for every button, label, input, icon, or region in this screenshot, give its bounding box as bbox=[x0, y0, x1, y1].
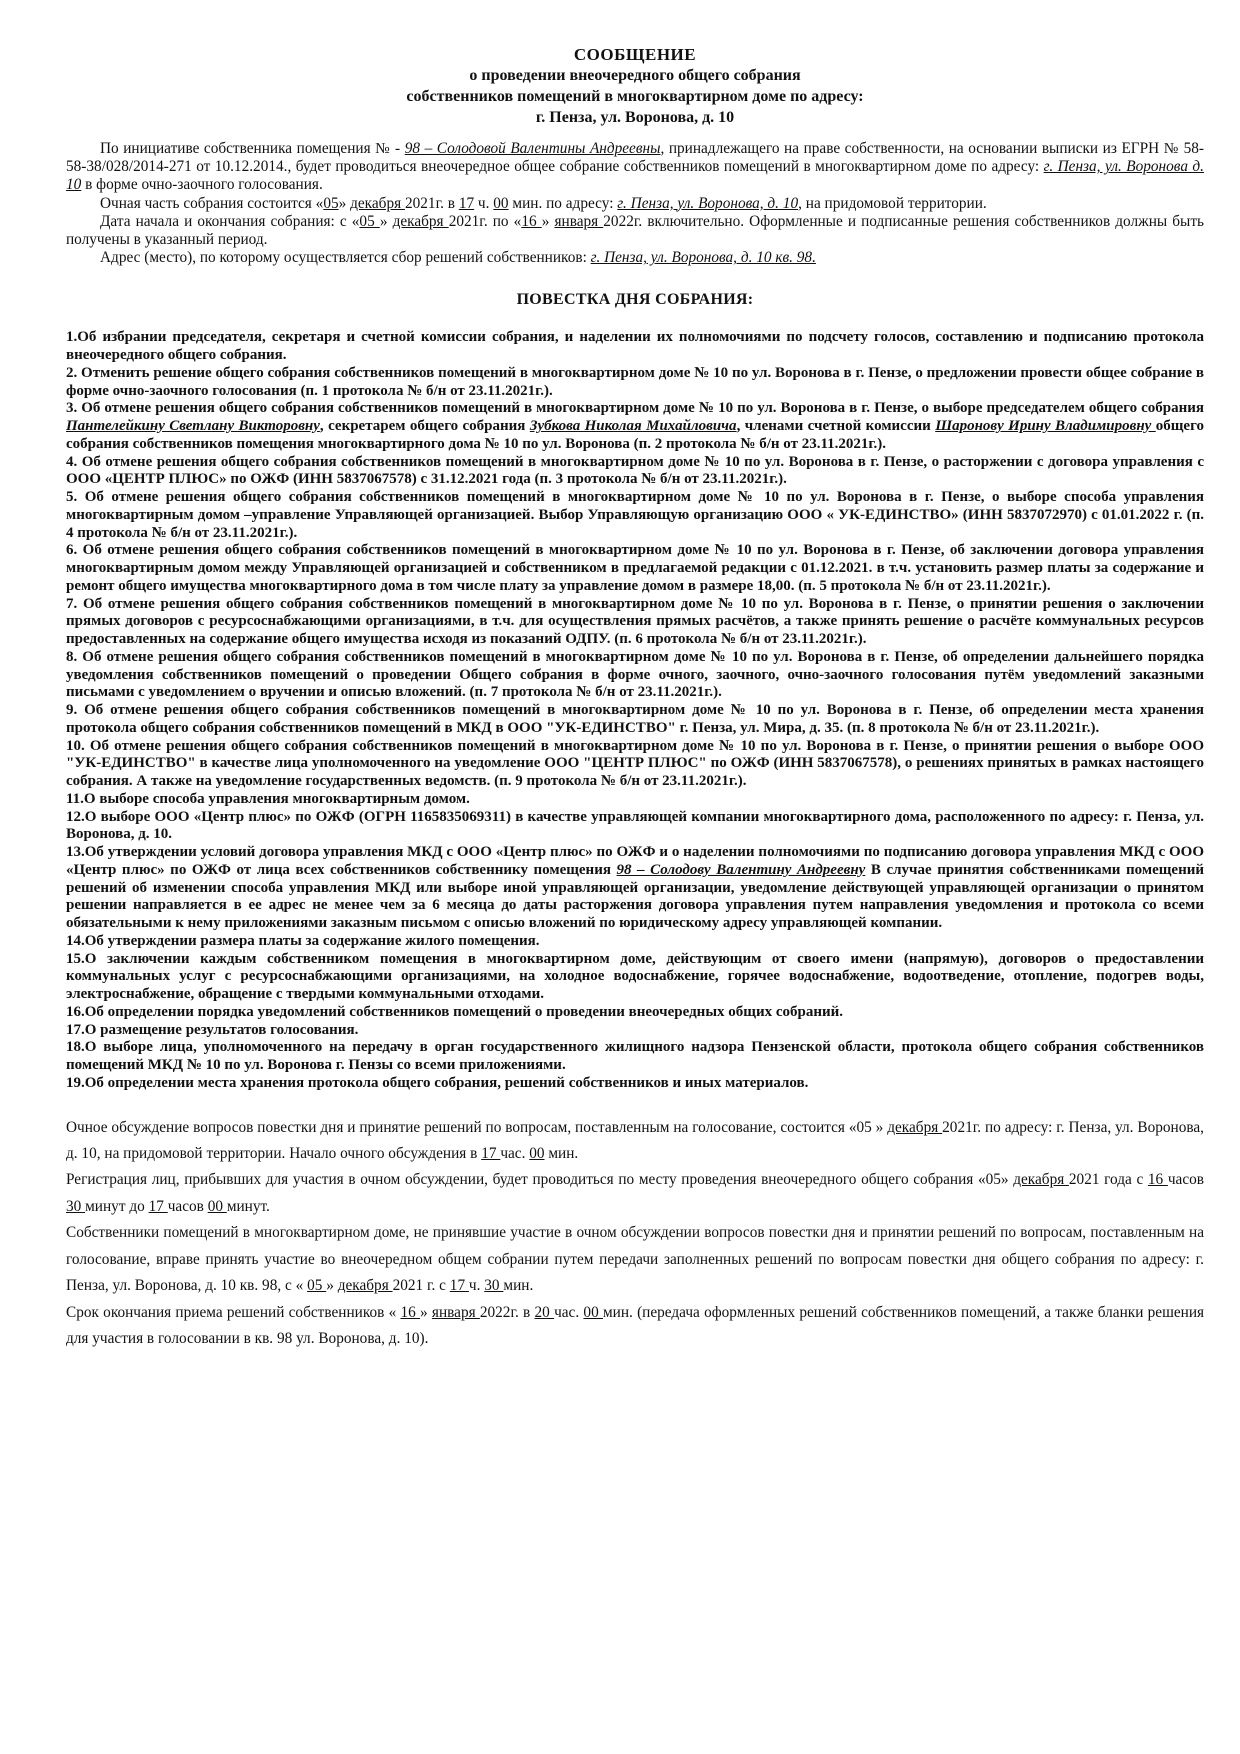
agenda-item-4: 4. Об отмене решения общего собрания собственников помещений в многоквартирном доме № 10 по ул. Воронова в г. Пензе, о расторжении с договора управления с ООО «ЦЕНТР ПЛЮС» по ОЖФ (ИНН 5837067578) с 31.12.2021 года (п. 3 протокола № б/н от 23.11.2021г.). bbox=[66, 453, 1204, 488]
commission-name: Шаронову Ирину Владимировну bbox=[935, 418, 1156, 435]
agenda-item-1: 1.Об избрании председателя, секретаря и счетной комиссии собрания, и наделении их полномочиями по подсчету голосов, составлению и подписанию протокола внеочередного общего собрания. bbox=[66, 329, 1204, 364]
text-fragment: » bbox=[326, 1277, 338, 1295]
agenda-item-11: 11.О выборе способа управления многоквартирным домом. bbox=[66, 790, 470, 807]
agenda-item-14: 14.Об утверждении размера платы за содержание жилого помещения. bbox=[66, 932, 540, 949]
text-fragment: 3. Об отмене решения общего собрания собственников помещений в многоквартирном доме № 10 по ул. Воронова в г. Пензе, о выборе председателем общего собрания bbox=[66, 400, 1204, 417]
text-fragment: Очное обсуждение вопросов повестки дня и принятие решений по вопросам, поставленным на голосование, состоится «05 » bbox=[66, 1118, 888, 1136]
agenda-item-15: 15.О заключении каждым собственником помещения в многоквартирном доме, действующим от своего имени (напрямую), договоров о предоставлении коммунальных услуг с ресурсоснабжающими организациями, на холодное водоснабжение, горячее водоснабжение, водоотведение, отопление, подогрев воды, электроснабжение, обращение с твердыми коммунальными отходами. bbox=[66, 950, 1204, 1003]
month-value: января bbox=[431, 1303, 480, 1321]
intro-paragraph-collection-address bbox=[66, 249, 1204, 267]
text-fragment: 13.Об утверждении условий договора управления МКД с ООО «Центр плюс» по ОЖФ и о наделении полномочиями по подписанию договора управления МКД с ООО «Центр плюс» по ОЖФ от лица всех собственников собственнику помещения bbox=[66, 844, 1204, 878]
minute-value: 30 bbox=[66, 1197, 86, 1215]
hour-value: 17 bbox=[449, 1277, 469, 1295]
agenda-item-13 bbox=[66, 844, 1204, 933]
intro-paragraph-initiator bbox=[66, 140, 1204, 195]
agenda-item-6: 6. Об отмене решения общего собрания собственников помещений в многоквартирном доме № 10 по ул. Воронова в г. Пензе, об заключении договора управления многоквартирным домом между Управляющей организацией и собственником в предлагаемой редакции с 01.12.2021. в т.ч. установить размер платы за содержание и ремонт общего имущества многоквартирного дома в том числе плату за управление домом в размере 18,00. (п. 5 протокола № б/н от 23.11.2021г.). bbox=[66, 542, 1204, 594]
minute-value: 00 bbox=[529, 1145, 545, 1163]
day-value: 05 bbox=[307, 1277, 327, 1295]
text-fragment: » bbox=[338, 194, 351, 212]
hour-value: 17 bbox=[481, 1145, 501, 1163]
text-fragment: ч. bbox=[468, 1277, 485, 1295]
meeting-address: г. Пенза, ул. Воронова д. 10 bbox=[66, 158, 1204, 194]
footer-paragraph-deadline bbox=[66, 1300, 1204, 1353]
hour-value: 17 bbox=[458, 194, 475, 212]
minute-value: 00 bbox=[207, 1197, 227, 1215]
text-fragment: общего собрания собственников помещения многоквартирного дома № 10 по ул. Воронова (п. 2 протокола № б/н от 23.11.2021г.). bbox=[66, 418, 1205, 452]
text-fragment: Срок окончания приема решений собственников « bbox=[66, 1303, 401, 1321]
minute-value: 00 bbox=[583, 1303, 603, 1321]
text-fragment: час. bbox=[500, 1145, 530, 1163]
document-header bbox=[66, 44, 1204, 128]
end-day: 16 bbox=[521, 212, 542, 230]
initiator-name: 98 – Солодовой Валентины Андреевны bbox=[404, 140, 661, 157]
text-fragment: » bbox=[541, 212, 555, 230]
hour-value: 20 bbox=[534, 1303, 555, 1321]
intro-paragraph-dates bbox=[66, 213, 1204, 249]
text-fragment: 2021 года с bbox=[1068, 1171, 1148, 1189]
collection-address: г. Пенза, ул. Воронова, д. 10 кв. 98. bbox=[590, 249, 816, 267]
day-value: 16 bbox=[400, 1303, 421, 1321]
text-fragment: ч. bbox=[474, 194, 494, 212]
document-title: СООБЩЕНИЕ bbox=[573, 45, 697, 64]
text-fragment: часов bbox=[167, 1197, 208, 1215]
footer-paragraph-discussion bbox=[66, 1115, 1204, 1168]
agenda-item-5: 5. Об отмене решения общего собрания собственников помещений в многоквартирном доме № 10 по ул. Воронова в г. Пензе, о выборе способа управления многоквартирным домом –управление Управляющей организацией. Выбор Управляющую организацию ООО « УК-ЕДИНСТВО» (ИНН 5837072970) с 01.01.2022 г. (п. 4 протокола № б/н от 23.11.2021г.). bbox=[66, 489, 1204, 541]
agenda-title: ПОВЕСТКА ДНЯ СОБРАНИЯ: bbox=[516, 291, 754, 309]
text-fragment: час. bbox=[554, 1303, 584, 1321]
text-fragment: минут. bbox=[226, 1197, 270, 1215]
subtitle-address: г. Пенза, ул. Воронова, д. 10 bbox=[535, 109, 735, 126]
text-fragment: мин. по адресу: bbox=[508, 194, 618, 212]
intro-paragraph-in-person bbox=[66, 195, 1204, 213]
month-value: декабря bbox=[337, 1277, 393, 1295]
text-fragment: , членами счетной комиссии bbox=[736, 418, 936, 435]
agenda-item-10: 10. Об отмене решения общего собрания собственников помещений в многоквартирном доме № 10 по ул. Воронова в г. Пензе, о принятии решения о выборе ООО "УК-ЕДИНСТВО" в качестве лица уполномоченного на уведомление ООО "ЦЕНТР ПЛЮС" по ОЖФ (ИНН 5837067578), о решениях принятых в рамках настоящего собрания. А также на уведомление государственных ведомств. (п. 9 протокола № б/н от 23.11.2021г.). bbox=[66, 737, 1204, 790]
text-fragment: 2021г. по адресу: г. Пенза, ул. Воронова, д. 10, на придомовой территории. Начало очного обсуждения в bbox=[66, 1118, 1205, 1163]
footer-section bbox=[66, 1115, 1204, 1353]
start-month: декабря bbox=[392, 212, 449, 230]
subtitle-line-1: о проведении внеочередного общего собрания bbox=[469, 67, 801, 84]
text-fragment: часов bbox=[1167, 1171, 1205, 1189]
start-day: 05 bbox=[359, 212, 380, 230]
text-fragment: , на придомовой территории. bbox=[798, 194, 987, 212]
text-fragment: мин. bbox=[544, 1145, 579, 1163]
hour-value: 17 bbox=[148, 1197, 168, 1215]
minute-value: 00 bbox=[493, 194, 509, 212]
minute-value: 30 bbox=[484, 1277, 504, 1295]
text-fragment: Дата начала и окончания собрания: с « bbox=[100, 212, 360, 230]
secretary-name: Зубкова Николая Михайловича bbox=[529, 418, 737, 435]
day-value: 05 bbox=[323, 194, 339, 212]
agenda-item-8: 8. Об отмене решения общего собрания собственников помещений в многоквартирном доме № 10 по ул. Воронова в г. Пензе, об определении дальнейшего порядка уведомления собственников помещений о проведении Общего собрания в форме очного, заочного, очно-заочного голосования путём уведомлений заказными письмами с уведомлением о вручении и описью вложений. (п. 7 протокола № б/н от 23.11.2021г.). bbox=[66, 648, 1204, 701]
text-fragment: мин. (передача оформленных решений собственников помещений, а также бланки решения для участия в голосовании в кв. 98 ул. Воронова, д. 10). bbox=[66, 1303, 1205, 1347]
hour-value: 16 bbox=[1147, 1171, 1168, 1189]
text-fragment: В случае принятия собственниками помещений решений об изменении способа управления МКД или выборе иной управляющей организации, уведомление действующей управляющей организации о принятом решении направляется в ее адрес не менее чем за 6 месяца до даты расторжения договора управления путем направления уведомления и протокола со всеми обязательными к нему приложениями заказным письмом с описью вложений по юридическому адресу управляющей компании. bbox=[66, 861, 1204, 932]
month-value: декабря bbox=[350, 194, 405, 212]
agenda-item-12: 12.О выборе ООО «Центр плюс» по ОЖФ (ОГРН 1165835069311) в качестве управляющей компании многоквартирного дома, расположенного по адресу: г. Пенза, ул. Воронова, д. 10. bbox=[66, 808, 1204, 843]
agenda-list bbox=[66, 329, 1204, 1092]
text-fragment: Очная часть собрания состоится « bbox=[100, 194, 324, 212]
agenda-item-16: 16.Об определении порядка уведомлений собственников помещений о проведении внеочередных общих собраний. bbox=[66, 1003, 844, 1020]
agenda-item-19: 19.Об определении места хранения протокола общего собрания, решений собственников и иных материалов. bbox=[66, 1074, 809, 1091]
agenda-item-7: 7. Об отмене решения общего собрания собственников помещений в многоквартирном доме № 10 по ул. Воронова в г. Пензе, о принятии решения о заключении прямых договоров с ресурсоснабжающими организациями, в т.ч. для осуществления прямых расчётов, а также принять решение о расчёте коммунальных ресурсов предоставленных на содержание общего имущества исходя из показаний ОДПУ. (п. 6 протокола № б/н от 23.11.2021г.). bbox=[66, 595, 1204, 648]
footer-paragraph-absentee bbox=[66, 1220, 1204, 1299]
text-fragment: мин. bbox=[503, 1277, 534, 1295]
text-fragment: Собственники помещений в многоквартирном доме, не принявшие участие в очном обсуждении вопросов повестки дня и принятии решений по вопросам, поставленным на голосование, вправе принять участие во внеочередном общем собрании путем передачи заполненных решений по вопросам повестки дня общего собрания по адресу: г. Пенза, ул. Воронова, д. 10 кв. 98, с « bbox=[66, 1224, 1204, 1295]
text-fragment: минут до bbox=[85, 1197, 149, 1215]
text-fragment: » bbox=[379, 212, 393, 230]
text-fragment: 2021 г. с bbox=[392, 1277, 450, 1295]
text-fragment: По инициативе собственника помещения № - bbox=[100, 140, 405, 157]
agenda-item-17: 17.О размещение результатов голосования. bbox=[66, 1021, 359, 1038]
agenda-item-18: 18.О выборе лица, уполномоченного на передачу в орган государственного жилищного надзора Пензенской области, протокола общего собрания собственников помещений МКД № 10 по ул. Воронова г. Пензы со всеми приложениями. bbox=[66, 1039, 1204, 1074]
meeting-address: г. Пенза, ул. Воронова, д. 10 bbox=[617, 194, 799, 212]
text-fragment: Адрес (место), по которому осуществляется сбор решений собственников: bbox=[100, 249, 591, 267]
end-month: января bbox=[554, 212, 604, 230]
month-value: декабря bbox=[1013, 1171, 1069, 1189]
text-fragment: , принадлежащего на праве собственности, на основании выписки из ЕГРН № 58-58-38/028/2014-271 от 10.12.2014., будет проводиться внеочередное общее собрание собственников помещений в многоквартирном доме по адресу: bbox=[66, 140, 1205, 176]
text-fragment: 2021г. по « bbox=[448, 212, 522, 230]
text-fragment: » bbox=[420, 1303, 432, 1321]
footer-paragraph-registration bbox=[66, 1167, 1204, 1220]
text-fragment: , секретарем общего собрания bbox=[319, 418, 530, 435]
chair-name: Пантелейкину Светлану Викторовну bbox=[66, 418, 320, 435]
month-value: декабря bbox=[887, 1118, 943, 1136]
agenda-item-9: 9. Об отмене решения общего собрания собственников помещений в многоквартирном доме № 10 по ул. Воронова в г. Пензе, об определении места хранения протокола общего собрания собственников помещений в МКД в ООО "УК-ЕДИНСТВО" г. Пенза, ул. Мира, д. 35. (п. 8 протокола № б/н от 23.11.2021г.). bbox=[66, 702, 1204, 736]
text-fragment: 2022г. включительно. Оформленные и подписанные решения собственников должны быть получены в указанный период. bbox=[66, 212, 1204, 249]
text-fragment: 2022г. в bbox=[479, 1303, 535, 1321]
text-fragment: в форме очно-заочного голосования. bbox=[81, 176, 323, 194]
text-fragment: 2021г. в bbox=[404, 194, 459, 212]
agenda-item-3 bbox=[66, 400, 1204, 453]
text-fragment: Регистрация лиц, прибывших для участия в очном обсуждении, будет проводиться по месту проведения внеочередного общего собрания «05» bbox=[66, 1171, 1014, 1189]
subtitle-line-2: собственников помещений в многоквартирном доме по адресу: bbox=[406, 88, 864, 105]
intro-section bbox=[66, 140, 1204, 267]
agenda-item-2: 2. Отменить решение общего собрания собственников помещений в многоквартирном доме № 10 по ул. Воронова в г. Пензе, о предложении провести общее собрание в форме очно-заочного голосования (п. 1 протокола № б/н от 23.11.2021г.). bbox=[66, 364, 1204, 399]
authorized-person-name: 98 – Солодову Валентину Андреевну bbox=[616, 861, 866, 878]
